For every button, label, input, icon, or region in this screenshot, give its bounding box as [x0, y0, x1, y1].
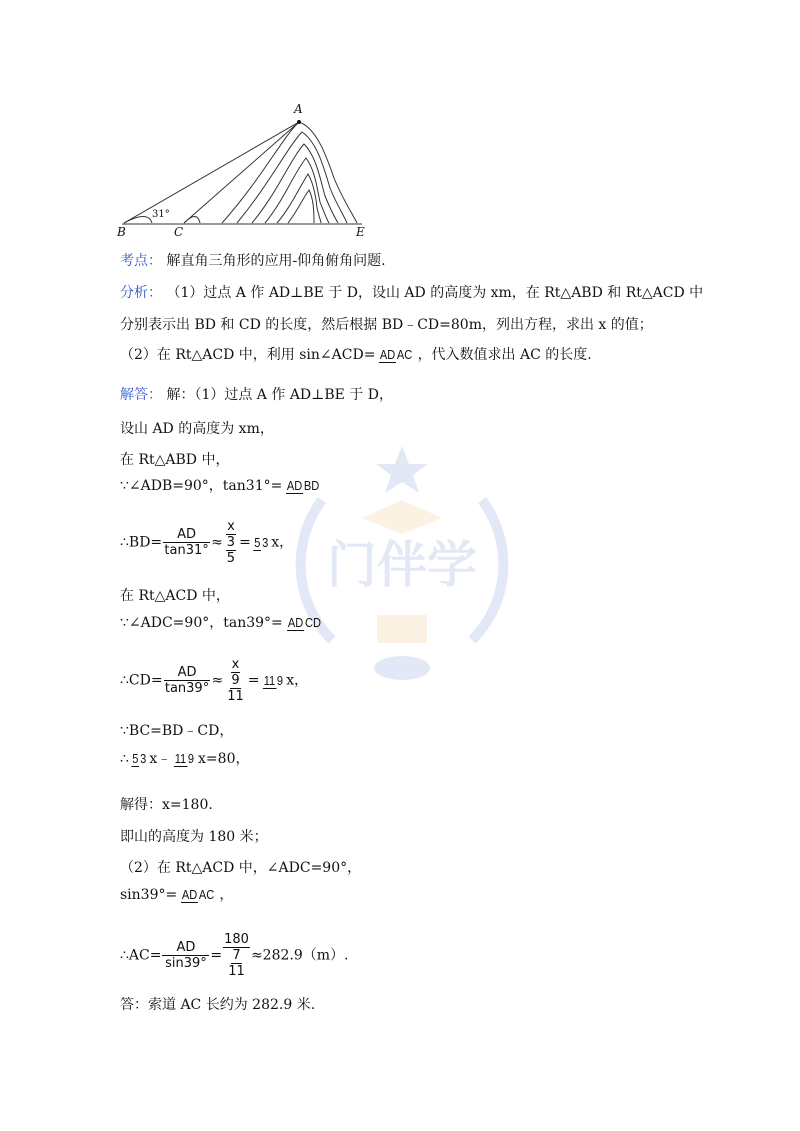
approx-sign: ≈: [211, 672, 224, 689]
frac-den: [224, 673, 247, 704]
frac-num: AD: [287, 615, 304, 630]
jieda-line-2: 设山 AD 的高度为 xm，: [120, 421, 274, 437]
frac-den: 11: [227, 689, 244, 704]
frac-num: 9: [231, 673, 240, 688]
frac-den: sin39°: [165, 956, 207, 971]
jieda-line-5: [120, 519, 293, 566]
equals-sign: =: [247, 672, 260, 689]
fraction-5-3: [131, 750, 147, 768]
frac-den: 11: [228, 964, 245, 979]
jieda-line-3: 在 Rt△ABD 中，: [120, 452, 230, 468]
mountain-figure: [112, 98, 372, 240]
comma: ，: [219, 887, 234, 903]
jieda-line-14: [120, 886, 233, 904]
kaodian-text: 解直角三角形的应用-仰角俯角问题.: [166, 253, 386, 269]
text-x-minus: x﹣: [149, 751, 172, 767]
frac-num: AD: [182, 887, 198, 902]
fraction-ad-cd: [287, 614, 322, 632]
therefore-sign: ∴: [120, 751, 129, 767]
text-bd: ∴BD=: [120, 534, 163, 551]
fenxi-text-3a: （2）在 Rt△ACD 中，利用 sin∠ACD=: [120, 347, 376, 363]
fraction-180-over-7-11: [223, 932, 250, 979]
frac-den: 5: [226, 551, 236, 566]
frac-den: [224, 535, 238, 566]
frac-num: 11: [175, 751, 187, 766]
frac-den: AC: [397, 347, 413, 362]
jieda-line-13: （2）在 Rt△ACD 中，∠ADC=90°，: [120, 860, 362, 876]
fraction-ad-bd: [286, 477, 320, 495]
frac-den: CD: [304, 615, 321, 630]
text-cd: ∴CD=: [120, 672, 163, 689]
fraction-x-over-9-11: [224, 657, 247, 704]
text-sin39: sin39°=: [120, 887, 178, 903]
jieda-text-1: 解：（1）过点 A 作 AD⊥BE 于 D，: [166, 387, 393, 403]
jieda-line-16: 答：索道 AC 长约为 282.9 米.: [120, 997, 316, 1013]
frac-den: 9: [276, 672, 283, 688]
fraction-11-9: [262, 672, 283, 690]
jieda-line-10: [120, 750, 249, 768]
frac-num: 180: [224, 932, 249, 947]
frac-den: 3: [140, 751, 147, 766]
frac-num: 5: [132, 751, 139, 766]
fenxi-text-3b: ，代入数值求出 AC 的长度.: [417, 347, 592, 363]
jieda-line-7: [120, 614, 326, 632]
fraction-5-3: [253, 534, 269, 552]
jieda-line-4: [120, 477, 324, 495]
fenxi-line-1: [120, 284, 703, 302]
equals-sign: =: [210, 947, 223, 964]
jieda-line-1: [120, 386, 393, 404]
text-tan39: ∵∠ADC=90°，tan39°=: [120, 615, 283, 631]
frac-den: tan31°: [164, 543, 209, 558]
fraction-11-9: [174, 750, 195, 768]
frac-num: 11: [263, 672, 275, 688]
text-x: x，: [286, 672, 309, 689]
angle-arc-C: [184, 217, 200, 224]
frac-num: x: [231, 657, 240, 672]
frac-num: AD: [164, 665, 211, 681]
fenxi-text-1: （1）过点 A 作 AD⊥BE 于 D，设山 AD 的高度为 xm，在 Rt△ABD 和 Rt△ACD 中: [166, 285, 704, 301]
line-CA: [184, 122, 299, 223]
frac-num: 7: [232, 948, 241, 963]
jieda-line-15: [120, 932, 348, 979]
fenxi-tag: 分析：: [120, 285, 162, 301]
approx-sign: ≈: [211, 534, 223, 551]
text-result: ≈282.9（m）.: [250, 947, 349, 964]
label-E: E: [356, 225, 365, 239]
frac-den: [225, 948, 248, 979]
jieda-tag: 解答：: [120, 387, 162, 403]
angle-label: 31°: [152, 209, 170, 220]
frac-num: AD: [163, 527, 210, 543]
frac-den: AC: [199, 887, 215, 902]
fraction-ad-tan31: [163, 527, 210, 558]
jieda-line-12: 即山的高度为 180 米；: [120, 829, 268, 845]
label-C: C: [174, 225, 184, 239]
fraction-ad-sin39: [162, 940, 209, 971]
jieda-line-6: 在 Rt△ACD 中，: [120, 588, 230, 604]
text-tan31: ∵∠ADB=90°，tan31°=: [120, 478, 283, 494]
text-x: x，: [271, 534, 294, 551]
text-eq-80: x=80，: [198, 751, 250, 767]
label-B: B: [117, 225, 126, 239]
watermark-text: 门伴学: [327, 536, 477, 594]
fraction-x-over-3-5: [224, 519, 238, 566]
frac-den: tan39°: [164, 681, 210, 696]
frac-num: 5: [254, 534, 261, 550]
jieda-line-9: ∵BC=BD﹣CD，: [120, 723, 234, 739]
fenxi-line-3: [120, 346, 592, 364]
fraction-ad-ac: [181, 886, 215, 904]
jieda-line-11: 解得：x=180.: [120, 797, 213, 813]
frac-num: AD: [162, 940, 209, 956]
frac-den: 3: [261, 534, 269, 550]
jieda-line-8: [120, 657, 308, 704]
frac-num: x: [227, 519, 235, 534]
text-ac: ∴AC=: [120, 947, 162, 964]
line-BA: [124, 122, 299, 223]
frac-den: BD: [304, 478, 320, 493]
frac-num: AD: [380, 347, 396, 362]
kaodian-tag: 考点：: [120, 253, 162, 269]
frac-den: 9: [188, 751, 195, 766]
equals-sign: =: [239, 534, 251, 551]
fenxi-line-2: 分别表示出 BD 和 CD 的长度，然后根据 BD﹣CD=80m，列出方程，求出 x 的值；: [120, 317, 653, 333]
frac-num: 3: [226, 535, 236, 550]
angle-arc-B: [124, 217, 152, 224]
kaodian-line: [120, 252, 386, 270]
fraction-ad-tan39: [164, 665, 211, 696]
frac-num: AD: [287, 478, 303, 493]
fraction-ad-ac: [379, 346, 413, 364]
label-A: A: [294, 102, 303, 116]
